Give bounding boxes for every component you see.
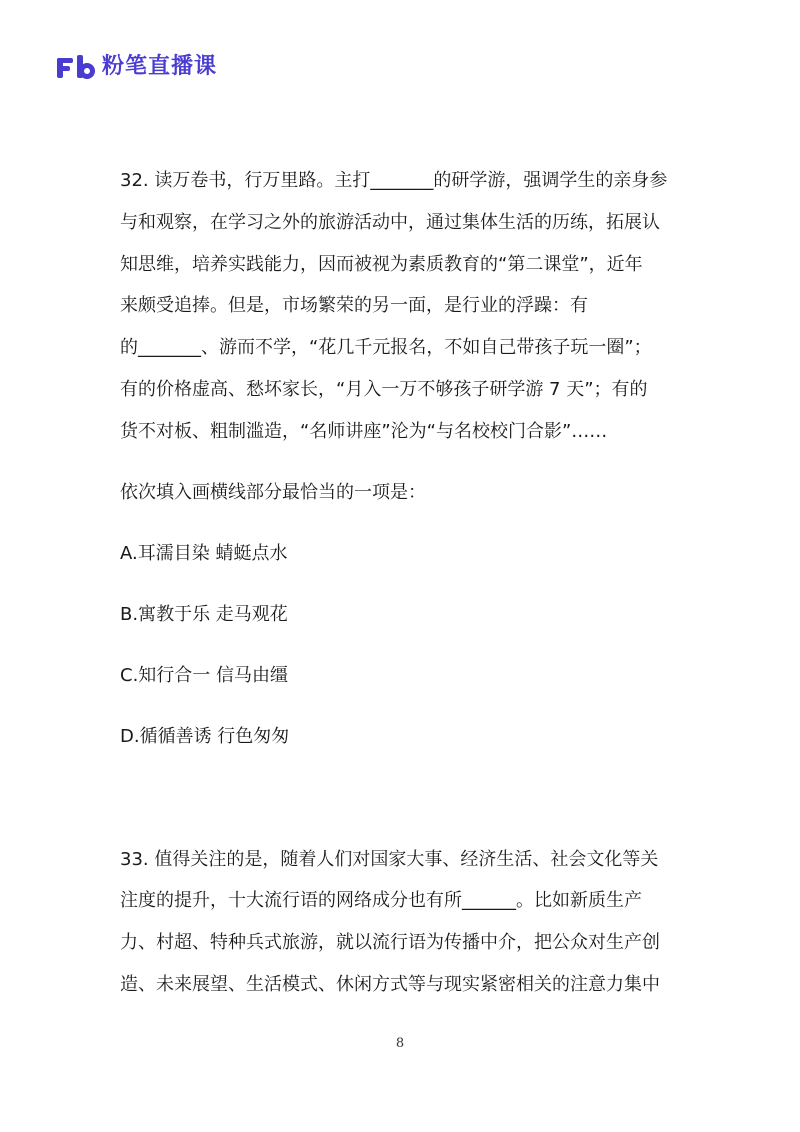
page-number: 8 [395,1036,405,1051]
question-32-line-5: 的_______、游而不学，“花几千元报名，不如自己带孩子玩一圈”； [120,337,652,359]
question-32-line-6: 有的价格虚高、愁坏家长，“月入一万不够孩子研学游 7 天”；有的 [120,378,648,400]
document-body [120,160,680,1006]
brand-logo-text: 粉笔直播课 [102,54,218,79]
option-b: B.寓教于乐 走马观花 [120,603,288,625]
question-33-line-1: 33. 值得关注的是，随着人们对国家大事、经济生活、社会文化等关 [120,848,659,870]
fb-logo-icon [57,55,95,79]
question-32-line-3: 知思维，培养实践能力，因而被视为素质教育的“第二课堂”，近年 [120,253,643,275]
question-32-line-7: 货不对板、粗制滥造，“名师讲座”沦为“与名校校门合影”…… [120,420,608,442]
brand-logo [57,52,217,82]
question-32-line-1: 32. 读万卷书，行万里路。主打_______的研学游，强调学生的亲身参 [120,170,668,191]
question-32-line-2: 与和观察，在学习之外的旅游活动中，通过集体生活的历练，拓展认 [120,211,660,233]
question-33-line-3: 力、村超、特种兵式旅游，就以流行语为传播中介，把公众对生产创 [120,932,660,954]
question-33-line-2: 注度的提升，十大流行语的网络成分也有所______。比如新质生产 [120,890,642,912]
option-d: D.循循善诱 行色匆匆 [120,725,290,747]
question-33 [120,839,680,1006]
question-32-line-4: 来颇受追捧。但是，市场繁荣的另一面，是行业的浮躁：有 [120,295,588,317]
question-32 [120,160,680,757]
question-32-prompt: 依次填入画横线部分最恰当的一项是： [120,481,426,503]
option-a: A.耳濡目染 蜻蜓点水 [120,542,288,564]
option-c: C.知行合一 信马由缰 [120,664,289,686]
question-33-line-4: 造、未来展望、生活模式、休闲方式等与现实紧密相关的注意力集中 [120,973,660,995]
